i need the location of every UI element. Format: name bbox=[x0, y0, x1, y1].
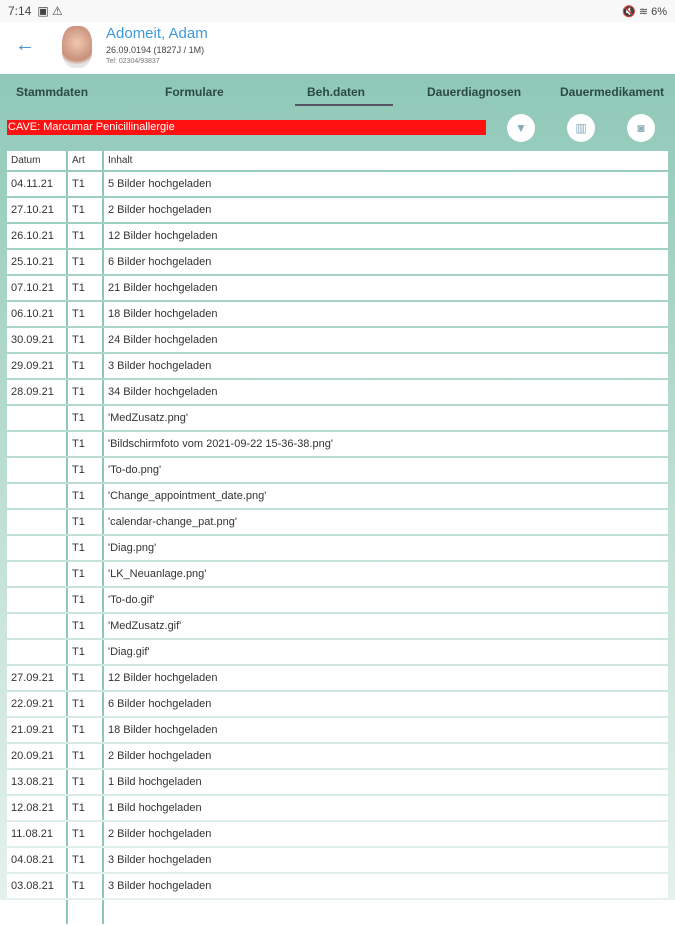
cell-inhalt: 'MedZusatz.gif' bbox=[104, 614, 668, 638]
cell-inhalt: 'Diag.gif' bbox=[104, 640, 668, 664]
cell-art: T1 bbox=[68, 224, 104, 248]
table-row[interactable] bbox=[7, 484, 668, 508]
tab-dauerdiagnosen[interactable]: Dauerdiagnosen bbox=[427, 85, 522, 99]
table-row[interactable] bbox=[7, 796, 668, 820]
tab-bar bbox=[0, 74, 675, 106]
cell-art: T1 bbox=[68, 354, 104, 378]
cell-art: T1 bbox=[68, 692, 104, 716]
cell-art: T1 bbox=[68, 640, 104, 664]
cell-inhalt: 18 Bilder hochgeladen bbox=[104, 302, 668, 326]
patient-name: Adomeit, Adam bbox=[106, 25, 208, 42]
cell-inhalt: 34 Bilder hochgeladen bbox=[104, 380, 668, 404]
cell-inhalt: 'To-do.png' bbox=[104, 458, 668, 482]
cell-inhalt: 'LK_Neuanlage.png' bbox=[104, 562, 668, 586]
status-time: 7:14 bbox=[8, 4, 32, 18]
cell-art: T1 bbox=[68, 276, 104, 300]
cell-datum bbox=[7, 614, 68, 638]
cell-inhalt: 2 Bilder hochgeladen bbox=[104, 744, 668, 768]
cell-art: T1 bbox=[68, 302, 104, 326]
cell-inhalt: 1 Bild hochgeladen bbox=[104, 796, 668, 820]
cell-datum: 03.08.21 bbox=[7, 874, 68, 898]
cell-datum: 12.08.21 bbox=[7, 796, 68, 820]
cell-art: T1 bbox=[68, 796, 104, 820]
cell-datum: 27.10.21 bbox=[7, 198, 68, 222]
cell-art: T1 bbox=[68, 848, 104, 872]
cell-empty bbox=[7, 900, 68, 924]
cell-datum bbox=[7, 536, 68, 560]
cell-datum bbox=[7, 562, 68, 586]
avatar bbox=[62, 26, 92, 68]
main-content bbox=[0, 74, 675, 900]
cell-art: T1 bbox=[68, 744, 104, 768]
tab-beh-daten[interactable]: Beh.daten bbox=[307, 85, 366, 99]
cave-warning: CAVE: Marcumar Penicillinallergie bbox=[7, 120, 486, 135]
filter-icon: ▼ bbox=[515, 121, 527, 135]
cell-art: T1 bbox=[68, 250, 104, 274]
cell-datum bbox=[7, 484, 68, 508]
table-row[interactable] bbox=[7, 744, 668, 768]
table-row[interactable] bbox=[7, 848, 668, 872]
header-art: Art bbox=[68, 151, 104, 170]
table-row[interactable] bbox=[7, 562, 668, 586]
camera-icon: ◙ bbox=[637, 121, 645, 135]
cell-datum bbox=[7, 458, 68, 482]
table-row[interactable] bbox=[7, 250, 668, 274]
cell-datum: 25.10.21 bbox=[7, 250, 68, 274]
cell-datum: 20.09.21 bbox=[7, 744, 68, 768]
cell-inhalt: 2 Bilder hochgeladen bbox=[104, 822, 668, 846]
cell-art: T1 bbox=[68, 380, 104, 404]
table-row[interactable] bbox=[7, 328, 668, 352]
cell-art: T1 bbox=[68, 510, 104, 534]
cell-inhalt: 1 Bild hochgeladen bbox=[104, 770, 668, 794]
list-icon: ▥ bbox=[575, 121, 587, 135]
table-row[interactable] bbox=[7, 510, 668, 534]
cell-datum: 26.10.21 bbox=[7, 224, 68, 248]
header-inhalt: Inhalt bbox=[104, 151, 668, 170]
table-row[interactable] bbox=[7, 536, 668, 560]
table-row[interactable] bbox=[7, 822, 668, 846]
cell-datum bbox=[7, 510, 68, 534]
patient-tel: Tel: 02304/93837 bbox=[106, 58, 160, 65]
table-row[interactable] bbox=[7, 588, 668, 612]
cell-art: T1 bbox=[68, 328, 104, 352]
cell-inhalt: 3 Bilder hochgeladen bbox=[104, 874, 668, 898]
back-arrow-icon[interactable]: ← bbox=[15, 34, 35, 56]
cell-art: T1 bbox=[68, 172, 104, 196]
table-row[interactable] bbox=[7, 458, 668, 482]
cell-inhalt: 'Diag.png' bbox=[104, 536, 668, 560]
cell-art: T1 bbox=[68, 458, 104, 482]
cell-inhalt: 'calendar-change_pat.png' bbox=[104, 510, 668, 534]
wifi-icon: 🔇 ≋ bbox=[622, 5, 652, 18]
cell-inhalt: 'To-do.gif' bbox=[104, 588, 668, 612]
table-row[interactable] bbox=[7, 380, 668, 404]
cell-datum bbox=[7, 406, 68, 430]
cell-inhalt: 6 Bilder hochgeladen bbox=[104, 250, 668, 274]
patient-header bbox=[0, 22, 675, 74]
table-row[interactable] bbox=[7, 354, 668, 378]
camera-button[interactable] bbox=[627, 114, 655, 142]
cell-datum: 07.10.21 bbox=[7, 276, 68, 300]
cell-datum bbox=[7, 588, 68, 612]
table-row[interactable] bbox=[7, 172, 668, 196]
cell-inhalt: 6 Bilder hochgeladen bbox=[104, 692, 668, 716]
cell-inhalt: 5 Bilder hochgeladen bbox=[104, 172, 668, 196]
cell-art: T1 bbox=[68, 562, 104, 586]
table-row-partial[interactable] bbox=[7, 900, 668, 924]
cell-art: T1 bbox=[68, 198, 104, 222]
treatment-table bbox=[7, 149, 668, 926]
cell-inhalt: 'MedZusatz.png' bbox=[104, 406, 668, 430]
cell-art: T1 bbox=[68, 536, 104, 560]
cell-datum: 30.09.21 bbox=[7, 328, 68, 352]
table-row[interactable] bbox=[7, 770, 668, 794]
tab-dauermedikament[interactable]: Dauermedikament bbox=[560, 85, 665, 99]
tab-stammdaten[interactable]: Stammdaten bbox=[16, 85, 89, 99]
cell-inhalt: 21 Bilder hochgeladen bbox=[104, 276, 668, 300]
table-row[interactable] bbox=[7, 666, 668, 690]
cell-art: T1 bbox=[68, 614, 104, 638]
cell-art: T1 bbox=[68, 666, 104, 690]
cell-inhalt: 12 Bilder hochgeladen bbox=[104, 224, 668, 248]
cell-inhalt: 18 Bilder hochgeladen bbox=[104, 718, 668, 742]
cell-art: T1 bbox=[68, 432, 104, 456]
image-notification-icon: ▣ ⚠ bbox=[37, 4, 63, 18]
cell-datum: 04.08.21 bbox=[7, 848, 68, 872]
filter-button[interactable] bbox=[507, 114, 535, 142]
cell-datum: 22.09.21 bbox=[7, 692, 68, 716]
table-row[interactable] bbox=[7, 406, 668, 430]
cell-inhalt: 12 Bilder hochgeladen bbox=[104, 666, 668, 690]
cell-empty bbox=[104, 900, 668, 924]
list-button[interactable] bbox=[567, 114, 595, 142]
cell-datum: 13.08.21 bbox=[7, 770, 68, 794]
cell-datum: 27.09.21 bbox=[7, 666, 68, 690]
cell-datum bbox=[7, 432, 68, 456]
cell-inhalt: 2 Bilder hochgeladen bbox=[104, 198, 668, 222]
cell-empty bbox=[68, 900, 104, 924]
table-row[interactable] bbox=[7, 276, 668, 300]
table-row[interactable] bbox=[7, 302, 668, 326]
cell-datum: 06.10.21 bbox=[7, 302, 68, 326]
tab-formulare[interactable]: Formulare bbox=[165, 85, 224, 99]
header-datum: Datum bbox=[7, 151, 68, 170]
cell-art: T1 bbox=[68, 406, 104, 430]
cell-datum: 21.09.21 bbox=[7, 718, 68, 742]
table-row[interactable] bbox=[7, 198, 668, 222]
cell-datum: 28.09.21 bbox=[7, 380, 68, 404]
cell-art: T1 bbox=[68, 770, 104, 794]
cell-inhalt: 'Bildschirmfoto vom 2021-09-22 15-36-38.png' bbox=[104, 432, 668, 456]
cell-art: T1 bbox=[68, 484, 104, 508]
cell-inhalt: 3 Bilder hochgeladen bbox=[104, 354, 668, 378]
cell-inhalt: 'Change_appointment_date.png' bbox=[104, 484, 668, 508]
table-row[interactable] bbox=[7, 224, 668, 248]
table-row[interactable] bbox=[7, 692, 668, 716]
cell-art: T1 bbox=[68, 874, 104, 898]
cell-datum: 29.09.21 bbox=[7, 354, 68, 378]
cell-art: T1 bbox=[68, 718, 104, 742]
table-row[interactable] bbox=[7, 614, 668, 638]
cell-datum bbox=[7, 640, 68, 664]
table-row[interactable] bbox=[7, 874, 668, 898]
cell-inhalt: 3 Bilder hochgeladen bbox=[104, 848, 668, 872]
cell-inhalt: 24 Bilder hochgeladen bbox=[104, 328, 668, 352]
table-row[interactable] bbox=[7, 432, 668, 456]
patient-dob: 26.09.0194 (1827J / 1M) bbox=[106, 45, 205, 55]
cell-art: T1 bbox=[68, 588, 104, 612]
status-bar bbox=[0, 0, 675, 22]
cell-datum: 11.08.21 bbox=[7, 822, 68, 846]
table-row[interactable] bbox=[7, 640, 668, 664]
battery-level: 6% bbox=[651, 5, 667, 18]
table-row[interactable] bbox=[7, 718, 668, 742]
cell-datum: 04.11.21 bbox=[7, 172, 68, 196]
cell-art: T1 bbox=[68, 822, 104, 846]
